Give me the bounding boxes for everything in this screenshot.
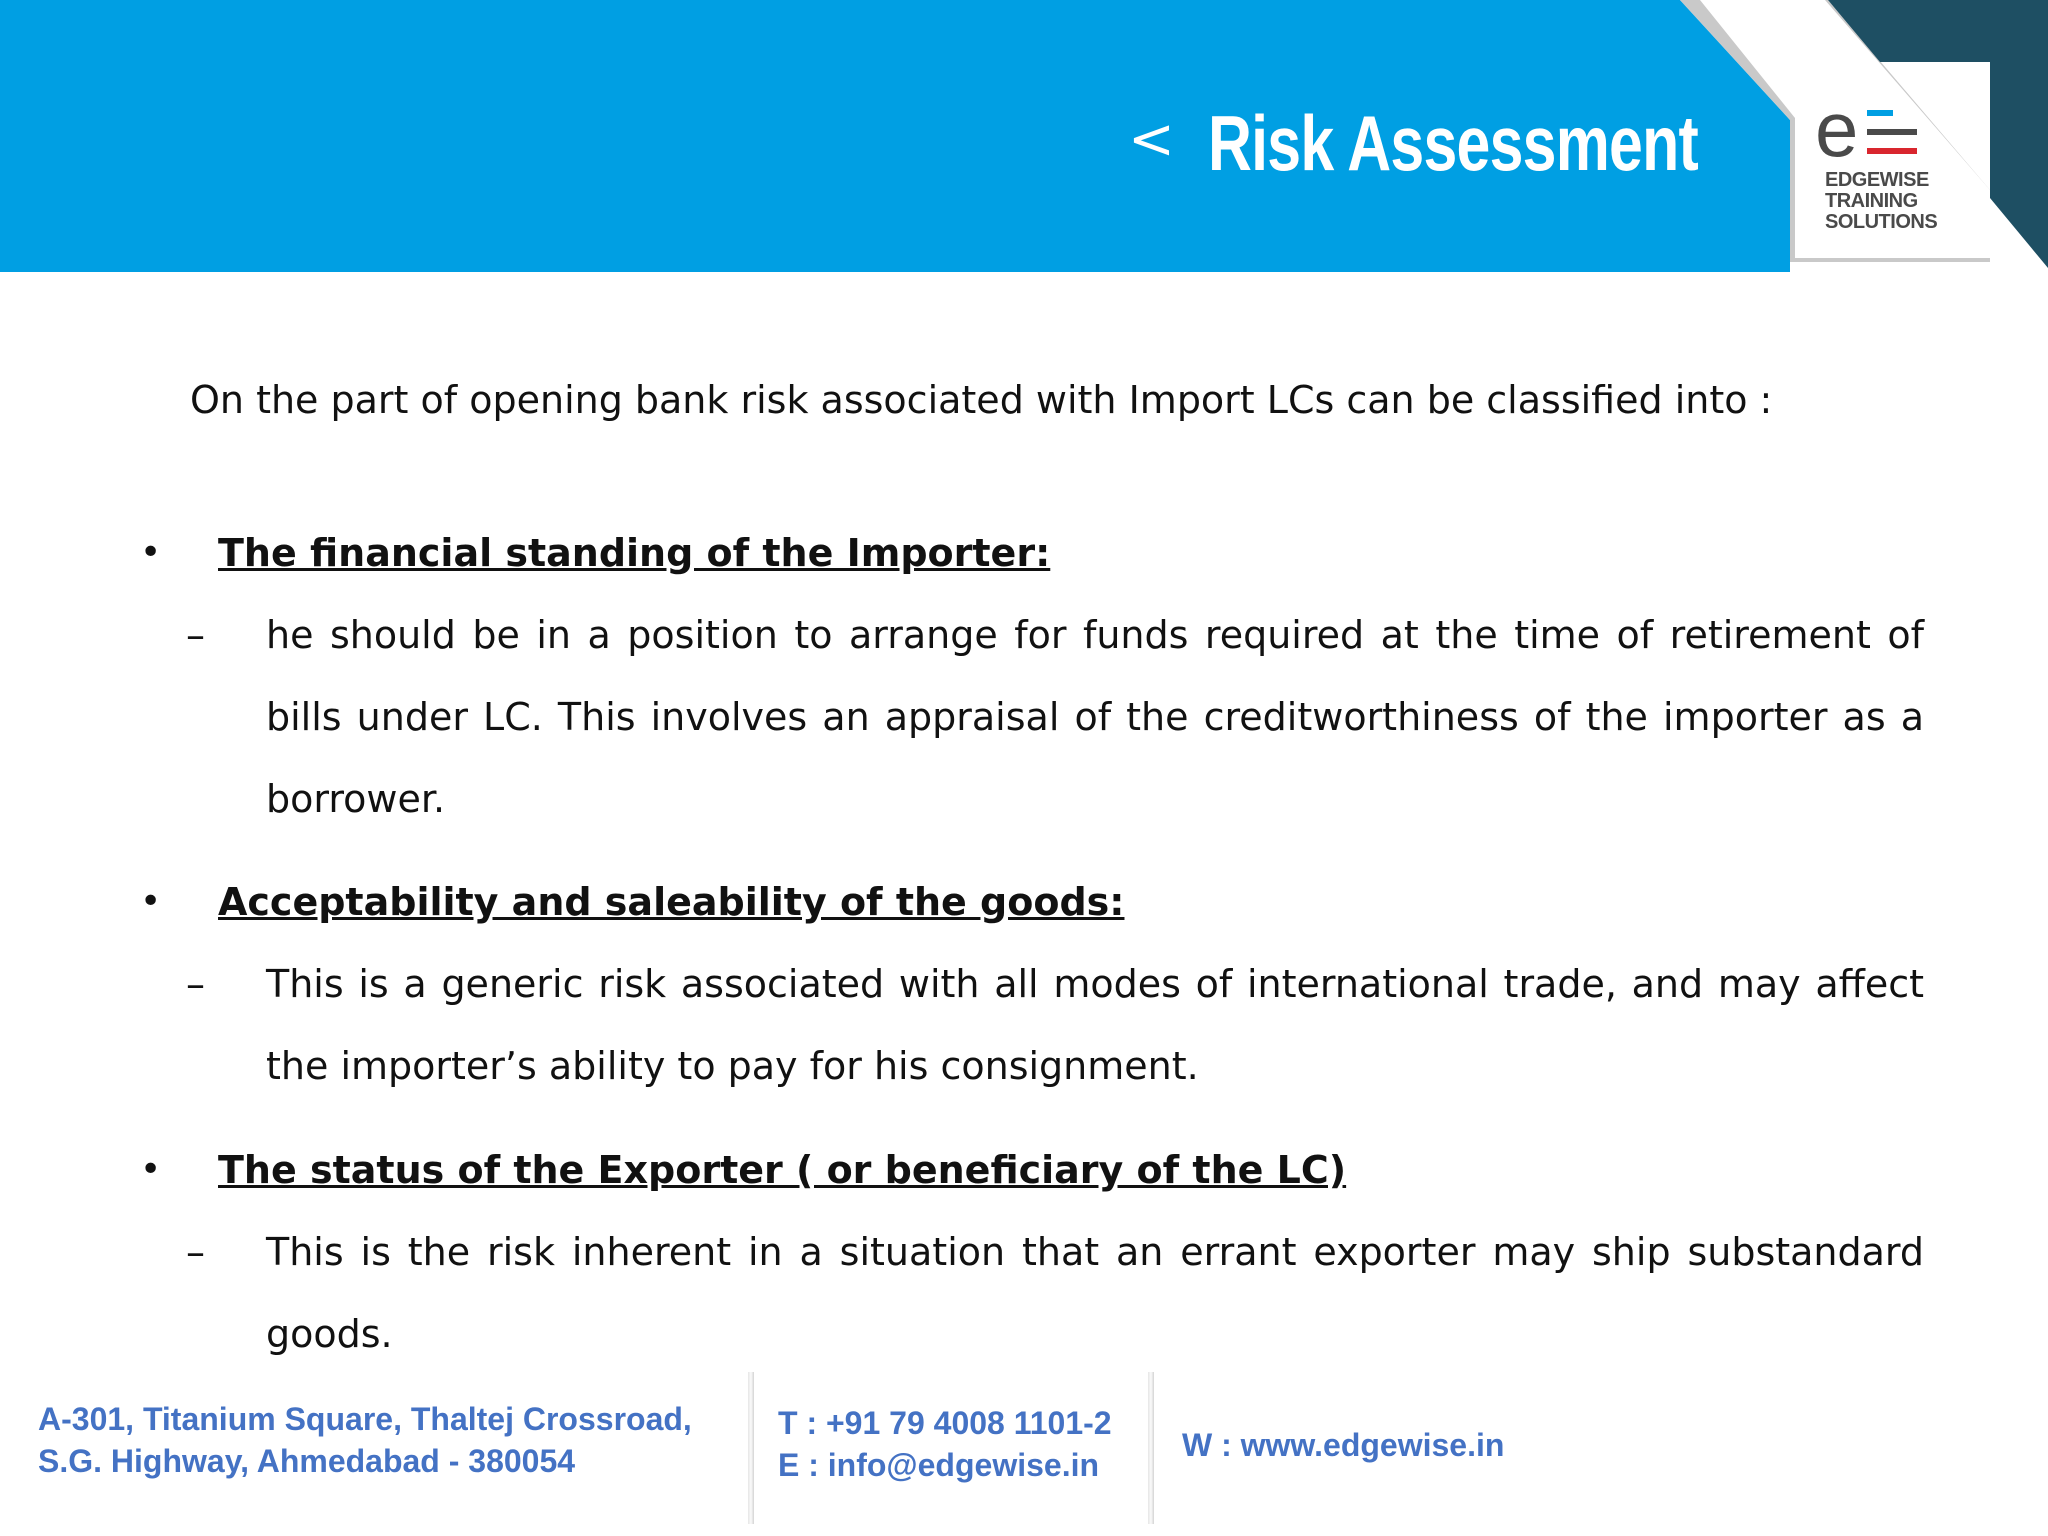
logo-bar-top: [1867, 110, 1893, 116]
address-line: S.G. Highway, Ahmedabad - 380054: [38, 1443, 576, 1479]
logo-line: TRAINING: [1825, 190, 1918, 212]
logo-wordmark: [1825, 170, 1985, 233]
logo-line: SOLUTIONS: [1825, 211, 1938, 233]
footer-divider: [748, 1372, 754, 1524]
footer-email[interactable]: E : info@edgewise.in: [778, 1447, 1100, 1483]
footer-divider: [1148, 1372, 1154, 1524]
section-detail: he should be in a position to arrange for funds required at the time of retirement of bills under LC. This involves an appraisal of the creditworthiness of the importer as a borrower.: [266, 613, 1924, 821]
page-title: Risk Assessment: [1208, 99, 1698, 187]
section-detail: This is the risk inherent in a situation that an errant exporter may ship substandard goods.: [266, 1230, 1924, 1356]
footer-address: [38, 1398, 692, 1482]
header-background: [0, 0, 2048, 280]
section-heading: The financial standing of the Importer:: [218, 531, 1051, 575]
logo-bar-middle: [1867, 129, 1917, 135]
footer-phone[interactable]: T : +91 79 4008 1101-2: [778, 1405, 1112, 1441]
dash-icon: –: [186, 962, 205, 1006]
section-detail: This is a generic risk associated with all modes of international trade, and may affect the importer’s ability to pay for his consignment.: [266, 962, 1924, 1088]
footer-website[interactable]: W : www.edgewise.in: [1182, 1427, 1505, 1463]
section-heading: The status of the Exporter ( or beneficiary of the LC): [218, 1148, 1347, 1192]
logo-line: EDGEWISE: [1825, 169, 1929, 191]
edgewise-logo: [1815, 98, 1985, 248]
bullet-icon: •: [140, 1149, 162, 1190]
footer-contact: [778, 1402, 1112, 1486]
bullet-icon: •: [140, 881, 162, 922]
logo-bar-bottom: [1867, 148, 1917, 154]
logo-e-glyph: e: [1815, 98, 1859, 168]
dash-icon: –: [186, 613, 205, 657]
header-banner: [0, 0, 2048, 280]
bullet-icon: •: [140, 532, 162, 573]
address-line: A-301, Titanium Square, Thaltej Crossroad,: [38, 1401, 692, 1437]
section-heading: Acceptability and saleability of the goods:: [218, 880, 1125, 924]
dash-icon: –: [186, 1230, 205, 1274]
logo-mark-icon: [1815, 98, 1925, 168]
footer: [0, 1360, 2048, 1536]
intro-text: On the part of opening bank risk associated with Import LCs can be classified into :: [190, 378, 1773, 422]
back-chevron-icon[interactable]: <: [1128, 107, 1175, 172]
